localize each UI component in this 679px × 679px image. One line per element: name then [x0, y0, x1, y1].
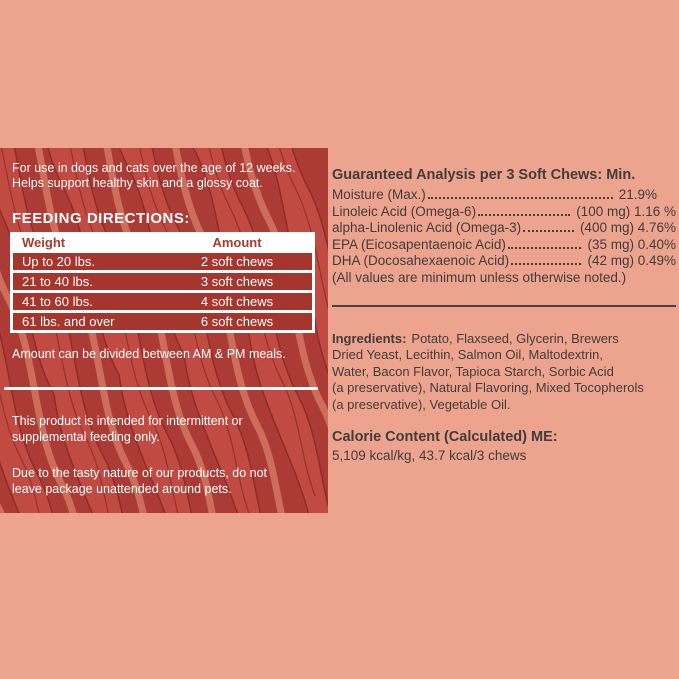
ga-label: EPA (Eicosapentaenoic Acid) [332, 236, 506, 252]
ampm-note: Amount can be divided between AM & PM meals. [12, 347, 286, 361]
table-row [13, 273, 312, 291]
ga-value: 21.9% [618, 187, 657, 202]
weight-cell: 21 to 40 lbs. [22, 273, 93, 289]
feeding-directions-panel [0, 148, 328, 513]
note-line: This product is intended for intermittent or [12, 414, 243, 428]
ga-row [332, 187, 676, 204]
dot-leader [511, 263, 581, 265]
ga-value: (400 mg) 4.76% [579, 220, 676, 235]
guaranteed-analysis-rows [332, 187, 676, 270]
ingredients-label: Ingredients: [332, 331, 407, 346]
section-divider [332, 305, 676, 307]
ingredients-line: (a preservative), Natural Flavoring, Mixed Tocopherols [332, 380, 644, 396]
calorie-content-value: 5,109 kcal/kg, 43.7 kcal/3 chews [332, 448, 527, 463]
usage-intro [12, 161, 296, 191]
calorie-content-heading: Calorie Content (Calculated) ME: [332, 429, 558, 445]
table-row [13, 253, 312, 271]
panel-divider [4, 387, 318, 390]
feeding-directions-heading: FEEDING DIRECTIONS: [12, 210, 190, 227]
ga-row [332, 220, 676, 237]
analysis-ingredients-column [332, 163, 676, 463]
amount-cell: 3 soft chews [200, 273, 274, 289]
feeding-table-header [13, 235, 312, 250]
ingredients-section [332, 331, 644, 413]
table-row [13, 293, 312, 311]
ga-row [332, 204, 676, 221]
note-line: supplemental feeding only. [12, 429, 160, 444]
ga-row [332, 237, 676, 254]
ga-value: (35 mg) 0.40% [587, 236, 676, 252]
ingredients-line: Dried Yeast, Lecithin, Salmon Oil, Maltodextrin, [332, 347, 603, 363]
table-row [13, 313, 312, 331]
ga-row [332, 253, 676, 270]
usage-intro-line: For use in dogs and cats over the age of 12 weeks. [12, 161, 296, 175]
ga-footnote: (All values are minimum unless otherwise noted.) [332, 270, 627, 285]
dot-leader [508, 247, 582, 249]
ingredients-line: (a preservative), Vegetable Oil. [332, 396, 511, 412]
note-line: leave package unattended around pets. [12, 481, 232, 496]
note-line: Due to the tasty nature of our products, do not [12, 466, 268, 480]
ingredients-text: Potato, Flaxseed, Glycerin, Brewers [411, 331, 619, 346]
weight-column-header: Weight [22, 235, 66, 250]
ga-label: DHA (Docosahexaenoic Acid) [332, 253, 510, 268]
weight-cell: 61 lbs. and over [22, 313, 115, 329]
ingredients-line [332, 331, 644, 347]
ga-label: alpha-Linolenic Acid (Omega-3) [332, 220, 522, 235]
ingredients-line: Water, Bacon Flavor, Tapioca Starch, Sorbic Acid [332, 363, 614, 379]
ga-label: Moisture (Max.) [332, 187, 426, 202]
tasty-nature-note [12, 466, 267, 497]
amount-cell: 6 soft chews [200, 313, 274, 329]
intermittent-feeding-note [12, 414, 243, 445]
ga-label: Linoleic Acid (Omega-6) [332, 203, 477, 219]
amount-column-header: Amount [212, 235, 262, 250]
dot-leader [523, 230, 574, 232]
ga-value: (42 mg) 0.49% [587, 253, 676, 268]
guaranteed-analysis-heading: Guaranteed Analysis per 3 Soft Chews: Min. [332, 167, 636, 183]
feeding-table [10, 232, 315, 333]
amount-cell: 2 soft chews [200, 253, 274, 269]
dot-leader [428, 197, 613, 199]
weight-cell: Up to 20 lbs. [22, 253, 95, 269]
dot-leader [478, 214, 570, 216]
usage-intro-line: Helps support healthy skin and a glossy coat. [12, 176, 263, 190]
amount-cell: 4 soft chews [200, 293, 274, 309]
ga-value: (100 mg) 1.16 % [576, 203, 676, 219]
weight-cell: 41 to 60 lbs. [22, 293, 93, 309]
